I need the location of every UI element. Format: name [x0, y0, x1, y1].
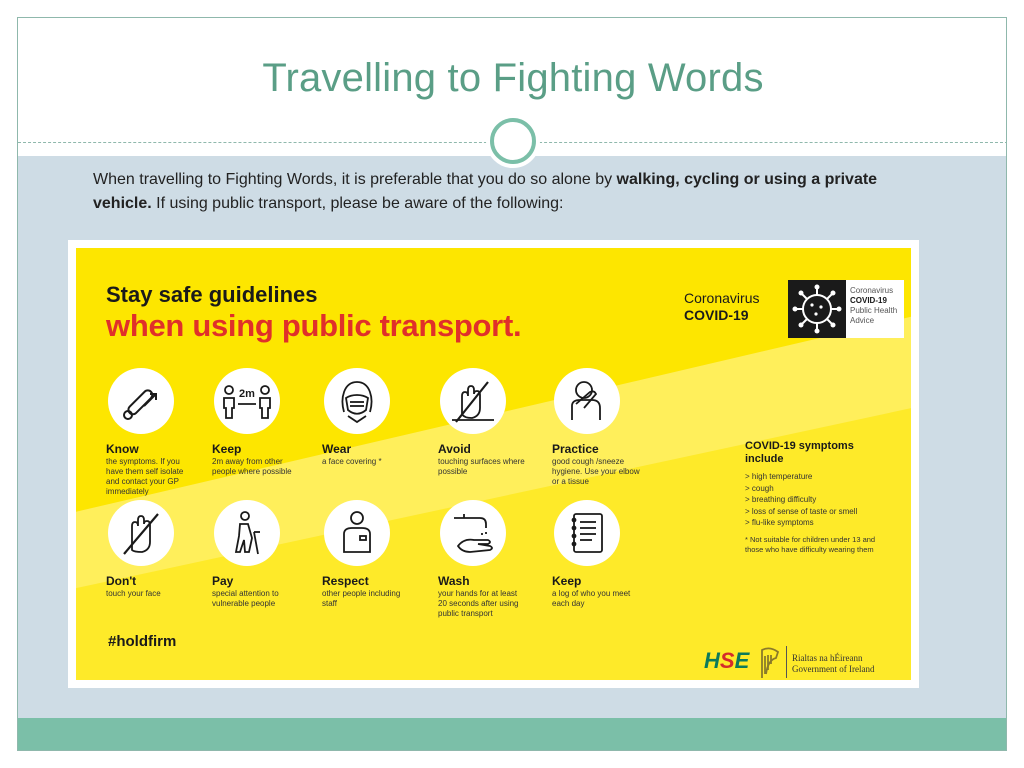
symptom-item: > flu-like symptoms: [745, 518, 814, 527]
virus-icon: [788, 280, 846, 338]
face-mask-icon: [324, 368, 390, 434]
symptoms-list: [745, 471, 885, 529]
hand-wash-icon: [440, 500, 506, 566]
guideline-title: Practice: [552, 442, 599, 456]
symptoms-title: COVID-19 symptoms include: [745, 440, 854, 465]
symptom-item: > high temperature: [745, 472, 813, 481]
guideline-practice: [552, 368, 662, 487]
guideline-title: Avoid: [438, 442, 471, 456]
guideline-wash: [438, 500, 548, 619]
covid-brand: [684, 290, 759, 324]
guideline-desc: 2m away from other people where possible: [212, 457, 292, 476]
intro-part1: When travelling to Fighting Words, it is preferable that you do so alone by: [93, 171, 617, 188]
distance-label: 2m: [239, 388, 255, 400]
hse-logo: HSE: [704, 648, 750, 673]
guideline-title: Wash: [438, 574, 470, 588]
footer-band: [18, 718, 1007, 751]
guideline-desc: touching surfaces where possible: [438, 457, 525, 476]
intro-bold: walking, cycling or using a private vehicle.: [93, 171, 878, 212]
gov-line2: Government of Ireland: [792, 664, 875, 674]
guideline-know: [106, 368, 216, 497]
guideline-wear: [322, 368, 432, 467]
symptom-item: > loss of sense of taste or smell: [745, 506, 858, 516]
guideline-desc: a face covering *: [322, 457, 382, 466]
notebook-icon: [554, 500, 620, 566]
vulnerable-person-icon: [214, 500, 280, 566]
guideline-desc: touch your face: [106, 589, 161, 598]
brand-line1: Coronavirus: [684, 290, 760, 306]
logo-text-3: Public Health: [850, 306, 898, 315]
hashtag: #holdfirm: [108, 633, 177, 650]
harp-icon: [756, 644, 782, 680]
guideline-keep-distance: [212, 368, 322, 477]
guideline-title: Pay: [212, 574, 234, 588]
guideline-desc: a log of who you meet each day: [552, 589, 631, 608]
guideline-title: Don't: [106, 574, 137, 588]
government-text: [792, 653, 874, 675]
intro-part2: If using public transport, please be aware of the following:: [151, 195, 564, 212]
logo-text-1: Coronavirus: [850, 286, 894, 295]
symptom-item: > cough: [745, 483, 774, 493]
guideline-desc: the symptoms. If you have them self isolate and contact your GP immediately: [106, 457, 184, 496]
symptom-item: > breathing difficulty: [745, 495, 817, 504]
brand-line2: COVID-19: [684, 307, 749, 323]
guideline-title: Respect: [322, 574, 369, 588]
logo-text-2: COVID-19: [850, 296, 887, 305]
transport-guidelines-poster: [68, 240, 919, 688]
symptoms-note: * Not suitable for children under 13 and those who have difficulty wearing them: [745, 534, 876, 554]
government-logos: [704, 644, 904, 684]
guideline-dont: [106, 500, 216, 599]
poster-heading: Stay safe guidelines: [106, 282, 318, 307]
guideline-title: Know: [106, 442, 139, 456]
symptoms-panel: [745, 440, 885, 555]
guideline-avoid: [438, 368, 548, 477]
guideline-pay: [212, 500, 322, 609]
guideline-title: Keep: [552, 574, 582, 588]
staff-person-icon: [324, 500, 390, 566]
guideline-title: Keep: [212, 442, 242, 456]
guideline-keep-log: [552, 500, 662, 609]
guideline-desc: your hands for at least 20 seconds after using public transport: [438, 589, 519, 618]
slide-title: Travelling to Fighting Words: [262, 56, 764, 100]
guideline-respect: [322, 500, 432, 609]
no-touch-surface-icon: [440, 368, 506, 434]
thermometer-icon: [108, 368, 174, 434]
public-health-logo: [788, 280, 904, 338]
intro-text: [93, 168, 923, 216]
no-face-touch-icon: [108, 500, 174, 566]
cough-elbow-icon: [554, 368, 620, 434]
gov-line1: Rialtas na hÉireann: [792, 653, 863, 663]
logo-text-4: Advice: [850, 316, 875, 325]
logo-text: [850, 286, 897, 326]
guideline-desc: special attention to vulnerable people: [212, 589, 279, 608]
guideline-desc: other people including staff: [322, 589, 401, 608]
logo-divider: [786, 646, 787, 678]
poster-subheading: when using public transport.: [106, 308, 522, 343]
guideline-title: Wear: [322, 442, 352, 456]
distance-2m-icon: [214, 368, 280, 434]
divider-circle-icon: [490, 118, 536, 164]
guideline-desc: good cough /sneeze hygiene. Use your elbow or a tissue: [552, 457, 640, 486]
